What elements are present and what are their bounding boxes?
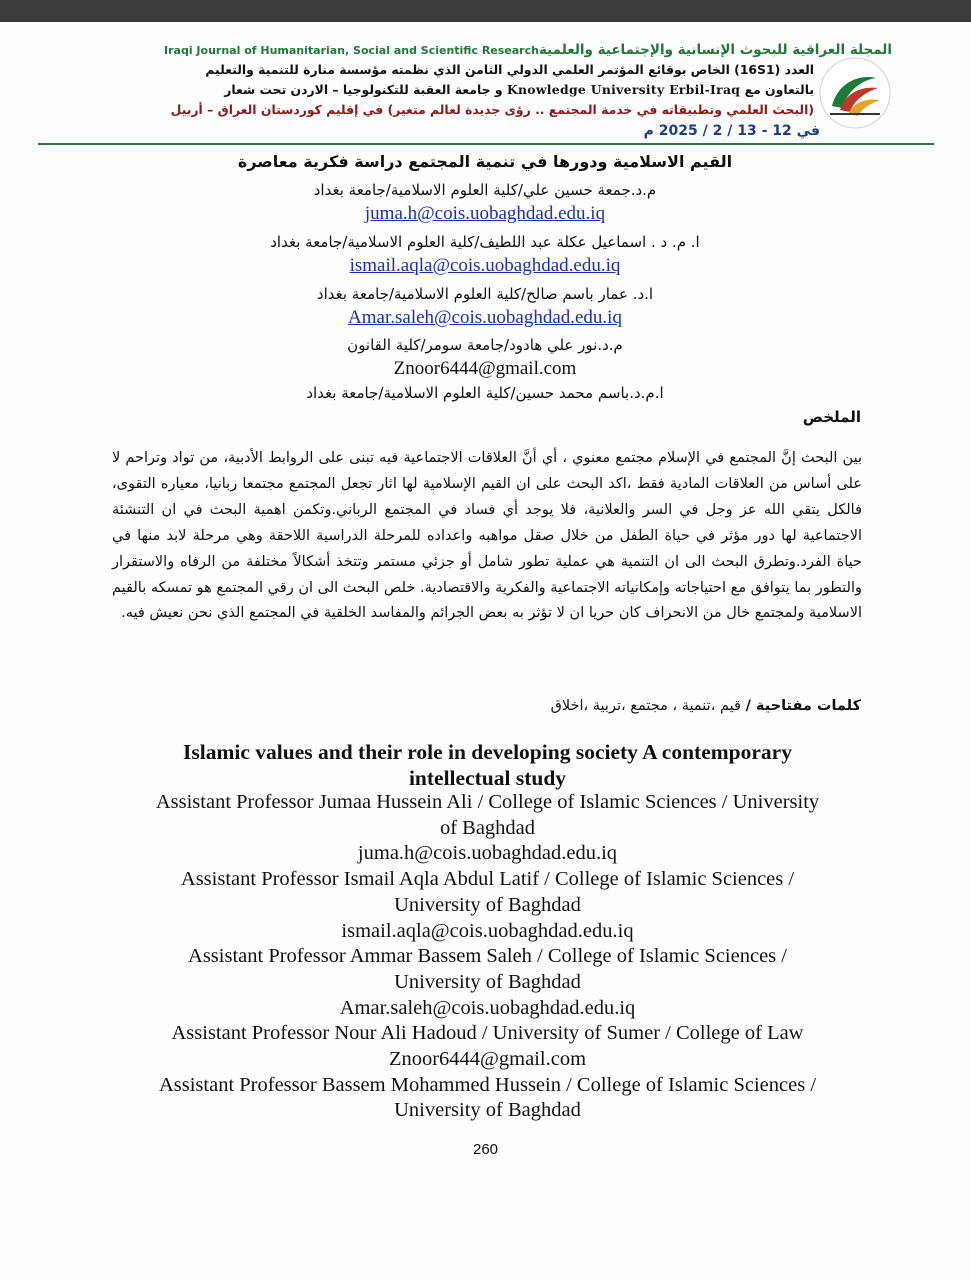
english-title: Islamic values and their role in developing society A contemporary intellectual study — [183, 740, 792, 790]
author-1-ar: م.د.جمعة حسين علي/كلية العلوم الاسلامية/جامعة بغداد — [313, 181, 657, 199]
en-line: Assistant Professor Ammar Bassem Saleh / College of Islamic Sciences / — [188, 945, 787, 968]
en-line: University of Baghdad — [394, 970, 581, 993]
en-line: Assistant Professor Nour Ali Hadoud / University of Sumer / College of Law — [171, 1022, 804, 1045]
en-line: of Baghdad — [439, 816, 536, 839]
author-1-email[interactable]: juma.h@cois.uobaghdad.edu.iq — [364, 203, 606, 224]
author-2-email[interactable]: ismail.aqla@cois.uobaghdad.edu.iq — [349, 255, 621, 276]
en-line: Assistant Professor Ismail Aqla Abdul Latif / College of Islamic Sciences / — [180, 868, 795, 891]
conference-theme: (البحث العلمي وتطبيقاته في خدمة المجتمع .. رؤى جديدة لعالم متغير) في إقليم كوردستان العراق – أربيل — [170, 102, 814, 117]
author-4-email: Znoor6444@gmail.com — [393, 358, 577, 379]
author-5-ar: ا.م.د.باسم محمد حسين/كلية العلوم الاسلامية/جامعة بغداد — [306, 384, 664, 402]
en-line: University of Baghdad — [394, 1099, 581, 1122]
keywords-list: قيم ،تنمية ، مجتمع ،تربية ،اخلاق — [550, 698, 741, 714]
author-2-ar: ا. م. د . اسماعيل عكلة عبد اللطيف/كلية العلوم الاسلامية/جامعة بغداد — [270, 233, 700, 251]
author-4-ar: م.د.نور علي هادود/جامعة سومر/كلية القانون — [347, 336, 623, 354]
journal-header — [60, 42, 892, 144]
en-email: juma.h@cois.uobaghdad.edu.iq — [357, 842, 618, 865]
journal-title: المجلة العراقية للبحوث الإنسانية والإجتماعية والعلميةIraqi Journal of Humanitarian, Social and Scientific Research — [164, 42, 892, 58]
cooperation-line: بالتعاون مع Knowledge University Erbil-Iraq و جامعة العقبة للتكنولوجيا – الاردن تحت شعار — [224, 82, 814, 97]
abstract-heading: الملخص — [802, 408, 861, 426]
arabic-title: القيم الاسلامية ودورها في تنمية المجتمع دراسة فكرية معاصرة — [237, 152, 733, 171]
en-line: Assistant Professor Bassem Mohammed Hussein / College of Islamic Sciences / — [158, 1073, 817, 1096]
viewer-top-bar — [0, 0, 971, 22]
en-email: Amar.saleh@cois.uobaghdad.edu.iq — [339, 996, 636, 1019]
journal-logo-icon — [818, 56, 892, 130]
keywords-line — [551, 698, 861, 714]
conference-date: في 12 - 13 / 2 / 2025 م — [643, 123, 820, 139]
journal-title-en: Iraqi Journal of Humanitarian, Social and Scientific Research — [164, 44, 539, 57]
keywords-label: كلمات مفتاحية / — [745, 698, 861, 714]
issue-line: العدد (16S1) الخاص بوقائع المؤتمر العلمي الدولي الثامن الذي نظمته مؤسسة منارة للتنمية والتعليم — [205, 62, 814, 77]
header-divider — [38, 143, 934, 145]
en-line: University of Baghdad — [394, 893, 581, 916]
arabic-abstract: بين البحث إنَّ المجتمع في الإسلام مجتمع معنوي ، أي أنَّ العلاقات الاجتماعية فيه تبنى على الروابط الأدبية، من تواد وتراحم لا على أساس من العلاقات المادية فقط ،اكد البحث على ان القيم الإسلامية لها اثار تجعل المجتمع مجتمعا ربانيا، معياره التقوى، فالكل يتقي الله عز وجل في السر والعلانية، فلا يوجد أي فساد في المجتمع الرباني.وتكمن اهمية البحث في ان التنشئة الاجتماعية لها دور مؤثر في حياة الطفل من خلال صقل مواهبه واعداده للمرحلة الدراسية اللاحقة وهي مرحلة لابد منها في حياة الفرد.وتطرق البحث الى ان التنمية هي عملية تطور شامل أو جزئي مستمر وتتخذ أشكالاً مختلفة من الرفاه والاستقرار والتطور بما يتوافق مع احتياجاته وإمكانياته الاجتماعية والفكرية والاقتصادية. خلص البحث الى ان رقي المجتمع هو تمسكه بالقيم الاسلامية ولمجتمع خال من الانحراف كان حريا ان لا تؤثر به بعض الجرائم والمفاسد الخلقية في المجتمع الذي نحن نعيش فيه. — [112, 450, 862, 622]
author-3-ar: ا.د. عمار باسم صالح/كلية العلوم الاسلامية/جامعة بغداد — [316, 285, 654, 303]
en-email: ismail.aqla@cois.uobaghdad.edu.iq — [341, 919, 634, 942]
en-email: Znoor6444@gmail.com — [388, 1048, 587, 1071]
english-authors — [100, 790, 875, 1124]
author-3-email[interactable]: Amar.saleh@cois.uobaghdad.edu.iq — [348, 307, 622, 328]
en-line: Assistant Professor Jumaa Hussein Ali / College of Islamic Sciences / University — [155, 791, 820, 813]
page-number: 260 — [472, 1141, 499, 1158]
